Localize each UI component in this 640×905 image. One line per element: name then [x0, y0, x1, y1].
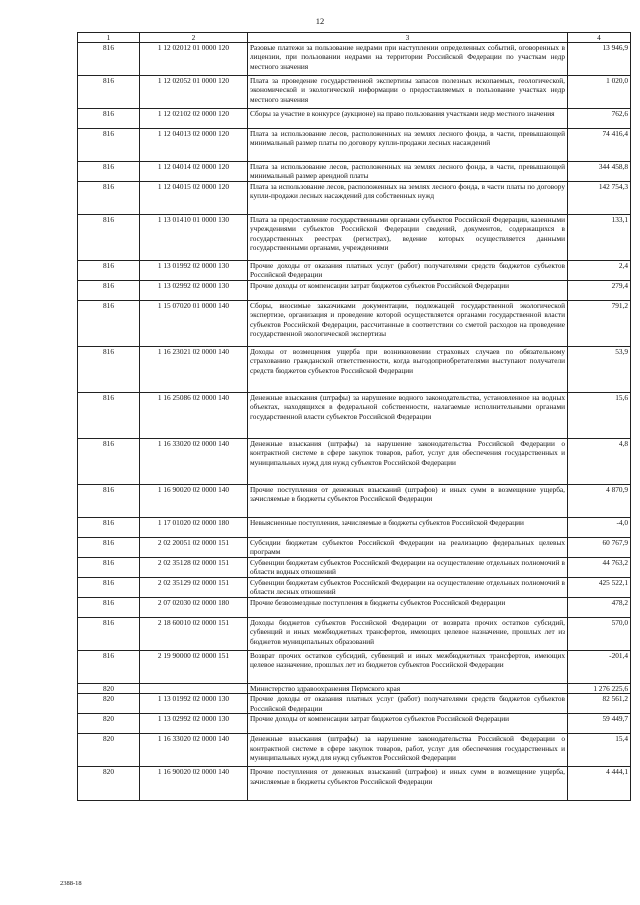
budget-classification-code-cell [140, 683, 248, 693]
amount-cell: 13 946,9 [568, 43, 631, 76]
revenue-description-cell: Плата за проведение государственной экспертизы запасов полезных ископаемых, геологической, экономической и экологической информации о предоставляемых в пользование участках недр местного значения [248, 76, 568, 109]
revenue-description-cell: Плата за использование лесов, расположенных на землях лесного фонда, в части, превышающей минимальный размер платы по договору купли-продажи лесных насаждений [248, 129, 568, 162]
amount-cell: 142 754,3 [568, 181, 631, 214]
admin-code-cell: 816 [78, 181, 140, 214]
amount-cell: 791,2 [568, 300, 631, 346]
table-row [78, 650, 631, 683]
budget-classification-code-cell: 1 13 02992 02 0000 130 [140, 280, 248, 300]
table-row [78, 129, 631, 162]
budget-classification-code-cell: 1 12 02102 02 0000 120 [140, 109, 248, 129]
admin-code-cell: 816 [78, 43, 140, 76]
amount-cell: -201,4 [568, 650, 631, 683]
table-row [78, 484, 631, 517]
admin-code-cell: 816 [78, 280, 140, 300]
amount-cell: 44 763,2 [568, 557, 631, 577]
admin-code-cell: 820 [78, 734, 140, 767]
revenue-description-cell: Плата за использование лесов, расположенных на землях лесного фонда, в части платы по договору купли-продажи лесных насаждений для собственных нужд [248, 181, 568, 214]
amount-cell: 478,2 [568, 597, 631, 617]
budget-classification-code-cell: 1 16 33020 02 0000 140 [140, 734, 248, 767]
revenue-description-cell: Плата за использование лесов, расположенных на землях лесного фонда, в части, превышающей минимальный размер арендной платы [248, 162, 568, 182]
revenue-description-cell: Возврат прочих остатков субсидий, субвенций и иных межбюджетных трансфертов, имеющих целевое назначение, прошлых лет из бюджетов субъектов Российской Федерации [248, 650, 568, 683]
admin-code-cell: 816 [78, 129, 140, 162]
budget-classification-code-cell: 1 16 90020 02 0000 140 [140, 484, 248, 517]
budget-classification-code-cell: 1 12 04014 02 0000 120 [140, 162, 248, 182]
document-code: 2388-18 [60, 880, 82, 887]
budget-classification-code-cell: 2 02 35129 02 0000 151 [140, 577, 248, 597]
amount-cell: -4,0 [568, 517, 631, 537]
table-row [78, 181, 631, 214]
budget-classification-code-cell: 1 16 25086 02 0000 140 [140, 392, 248, 438]
admin-code-cell: 816 [78, 597, 140, 617]
admin-code-cell: 816 [78, 438, 140, 484]
admin-code-cell: 816 [78, 577, 140, 597]
table-row [78, 577, 631, 597]
table-body [78, 43, 631, 801]
admin-code-cell: 816 [78, 484, 140, 517]
table-row [78, 537, 631, 557]
amount-cell: 15,4 [568, 734, 631, 767]
admin-code-cell: 816 [78, 557, 140, 577]
table-row [78, 683, 631, 693]
admin-code-cell: 816 [78, 537, 140, 557]
amount-cell: 60 767,9 [568, 537, 631, 557]
admin-code-cell: 816 [78, 76, 140, 109]
amount-cell: 762,6 [568, 109, 631, 129]
revenue-description-cell: Доходы от возмещения ущерба при возникновении страховых случаев по обязательному страхованию гражданской ответственности, когда выгодоприобретателями выступают получатели средств бюджетов субъектов Российской Федерации [248, 346, 568, 392]
table-row [78, 734, 631, 767]
revenue-description-cell: Доходы бюджетов субъектов Российской Федерации от возврата прочих остатков субсидий, субвенций и иных межбюджетных трансфертов, имеющих целевое назначение, прошлых лет из бюджетов муниципальных образований [248, 617, 568, 650]
amount-cell: 4 870,9 [568, 484, 631, 517]
revenue-description-cell: Плата за предоставление государственными органами субъектов Российской Федерации, казенными учреждениями субъектов Российской Федерации сведений, документов, содержащихся в государственных реестрах (регистрах), ведение которых осуществляется данными государственными органами, учреждениями [248, 214, 568, 260]
admin-code-cell: 816 [78, 650, 140, 683]
admin-code-cell: 820 [78, 714, 140, 734]
amount-cell: 425 522,1 [568, 577, 631, 597]
column-header-3: 3 [248, 33, 568, 43]
amount-cell: 59 449,7 [568, 714, 631, 734]
budget-classification-code-cell: 1 15 07020 01 0000 140 [140, 300, 248, 346]
revenue-description-cell: Прочие доходы от оказания платных услуг (работ) получателями средств бюджетов субъектов Российской Федерации [248, 260, 568, 280]
column-header-2: 2 [140, 33, 248, 43]
revenue-description-cell: Субвенции бюджетам субъектов Российской Федерации на осуществление отдельных полномочий в области водных отношений [248, 557, 568, 577]
admin-code-cell: 816 [78, 300, 140, 346]
budget-classification-code-cell: 1 12 04015 02 0000 120 [140, 181, 248, 214]
admin-code-cell: 816 [78, 260, 140, 280]
table-row [78, 214, 631, 260]
table-row [78, 162, 631, 182]
table-row [78, 438, 631, 484]
amount-cell: 15,6 [568, 392, 631, 438]
revenue-description-cell: Денежные взыскания (штрафы) за нарушение водного законодательства, установленное на водных объектах, находящихся в федеральной собственности, налагаемые исполнительными органами государственной власти субъектов Российской Федерации [248, 392, 568, 438]
budget-classification-code-cell: 1 12 02052 01 0000 120 [140, 76, 248, 109]
table-row [78, 597, 631, 617]
budget-classification-code-cell: 1 16 33020 02 0000 140 [140, 438, 248, 484]
column-header-1: 1 [78, 33, 140, 43]
revenue-description-cell: Денежные взыскания (штрафы) за нарушение законодательства Российской Федерации о контрактной системе в сфере закупок товаров, работ, услуг для обеспечения государственных и муниципальных нужд для нужд субъектов Российской Федерации [248, 438, 568, 484]
budget-classification-code-cell: 2 19 90000 02 0000 151 [140, 650, 248, 683]
revenue-description-cell: Прочие поступления от денежных взысканий (штрафов) и иных сумм в возмещение ущерба, зачисляемые в бюджеты субъектов Российской Федерации [248, 484, 568, 517]
admin-code-cell: 816 [78, 517, 140, 537]
revenue-description-cell: Прочие доходы от оказания платных услуг (работ) получателями средств бюджетов субъектов Российской Федерации [248, 694, 568, 714]
budget-classification-code-cell: 1 16 90020 02 0000 140 [140, 767, 248, 801]
admin-code-cell: 820 [78, 694, 140, 714]
revenue-description-cell: Разовые платежи за пользование недрами при наступлении определенных событий, оговоренных в лицензии, при пользовании недрами на территории Российской Федерации по участкам недр местного значения [248, 43, 568, 76]
revenue-description-cell: Прочие доходы от компенсации затрат бюджетов субъектов Российской Федерации [248, 714, 568, 734]
header-row [78, 33, 631, 43]
admin-code-cell: 816 [78, 392, 140, 438]
budget-classification-code-cell: 1 13 01992 02 0000 130 [140, 694, 248, 714]
table-row [78, 109, 631, 129]
amount-cell: 82 561,2 [568, 694, 631, 714]
amount-cell: 279,4 [568, 280, 631, 300]
table-row [78, 300, 631, 346]
admin-code-cell: 816 [78, 109, 140, 129]
amount-cell: 1 276 225,6 [568, 683, 631, 693]
admin-code-cell: 816 [78, 346, 140, 392]
amount-cell: 133,1 [568, 214, 631, 260]
budget-classification-code-cell: 1 12 04013 02 0000 120 [140, 129, 248, 162]
amount-cell: 570,0 [568, 617, 631, 650]
table-row [78, 517, 631, 537]
revenue-description-cell: Прочие доходы от компенсации затрат бюджетов субъектов Российской Федерации [248, 280, 568, 300]
budget-classification-code-cell: 2 02 20051 02 0000 151 [140, 537, 248, 557]
table-row [78, 392, 631, 438]
table-row [78, 557, 631, 577]
budget-classification-code-cell: 2 18 60010 02 0000 151 [140, 617, 248, 650]
amount-cell: 1 020,0 [568, 76, 631, 109]
amount-cell: 4 444,1 [568, 767, 631, 801]
budget-table [77, 32, 631, 801]
amount-cell: 344 458,8 [568, 162, 631, 182]
budget-classification-code-cell: 2 02 35128 02 0000 151 [140, 557, 248, 577]
revenue-description-cell: Субвенции бюджетам субъектов Российской Федерации на осуществление отдельных полномочий в области лесных отношений [248, 577, 568, 597]
budget-classification-code-cell: 1 12 02012 01 0000 120 [140, 43, 248, 76]
table-row [78, 346, 631, 392]
amount-cell: 4,8 [568, 438, 631, 484]
amount-cell: 74 416,4 [568, 129, 631, 162]
table-row [78, 617, 631, 650]
budget-classification-code-cell: 1 16 23021 02 0000 140 [140, 346, 248, 392]
table-row [78, 694, 631, 714]
amount-cell: 2,4 [568, 260, 631, 280]
table-row [78, 280, 631, 300]
budget-classification-code-cell: 1 13 01410 01 0000 130 [140, 214, 248, 260]
table-row [78, 76, 631, 109]
revenue-description-cell: Сборы, вносимые заказчиками документации, подлежащей государственной экологической экспертизе, организация и проведение которой осуществляется органами государственной власти субъектов Российской Федерации, рассчитанные в соответствии со сметой расходов на проведение государственной экологической экспертизы [248, 300, 568, 346]
revenue-description-cell: Прочие поступления от денежных взысканий (штрафов) и иных сумм в возмещение ущерба, зачисляемые в бюджеты субъектов Российской Федерации [248, 767, 568, 801]
revenue-description-cell: Сборы за участие в конкурсе (аукционе) на право пользования участками недр местного значения [248, 109, 568, 129]
column-header-4: 4 [568, 33, 631, 43]
budget-classification-code-cell: 2 07 02030 02 0000 180 [140, 597, 248, 617]
page-number: 12 [315, 16, 325, 26]
revenue-description-cell: Министерство здравоохранения Пермского края [248, 683, 568, 693]
table-header [78, 33, 631, 43]
table-row [78, 714, 631, 734]
admin-code-cell: 816 [78, 617, 140, 650]
revenue-description-cell: Субсидии бюджетам субъектов Российской Федерации на реализацию федеральных целевых программ [248, 537, 568, 557]
budget-classification-code-cell: 1 13 01992 02 0000 130 [140, 260, 248, 280]
admin-code-cell: 820 [78, 683, 140, 693]
admin-code-cell: 816 [78, 162, 140, 182]
table-row [78, 260, 631, 280]
budget-classification-code-cell: 1 13 02992 02 0000 130 [140, 714, 248, 734]
amount-cell: 53,9 [568, 346, 631, 392]
table-row [78, 767, 631, 801]
revenue-description-cell: Невыясненные поступления, зачисляемые в бюджеты субъектов Российской Федерации [248, 517, 568, 537]
table-row [78, 43, 631, 76]
revenue-description-cell: Денежные взыскания (штрафы) за нарушение законодательства Российской Федерации о контрактной системе в сфере закупок товаров, работ, услуг для обеспечения государственных и муниципальных нужд для нужд субъектов Российской Федерации [248, 734, 568, 767]
budget-classification-code-cell: 1 17 01020 02 0000 180 [140, 517, 248, 537]
revenue-description-cell: Прочие безвозмездные поступления в бюджеты субъектов Российской Федерации [248, 597, 568, 617]
admin-code-cell: 820 [78, 767, 140, 801]
admin-code-cell: 816 [78, 214, 140, 260]
